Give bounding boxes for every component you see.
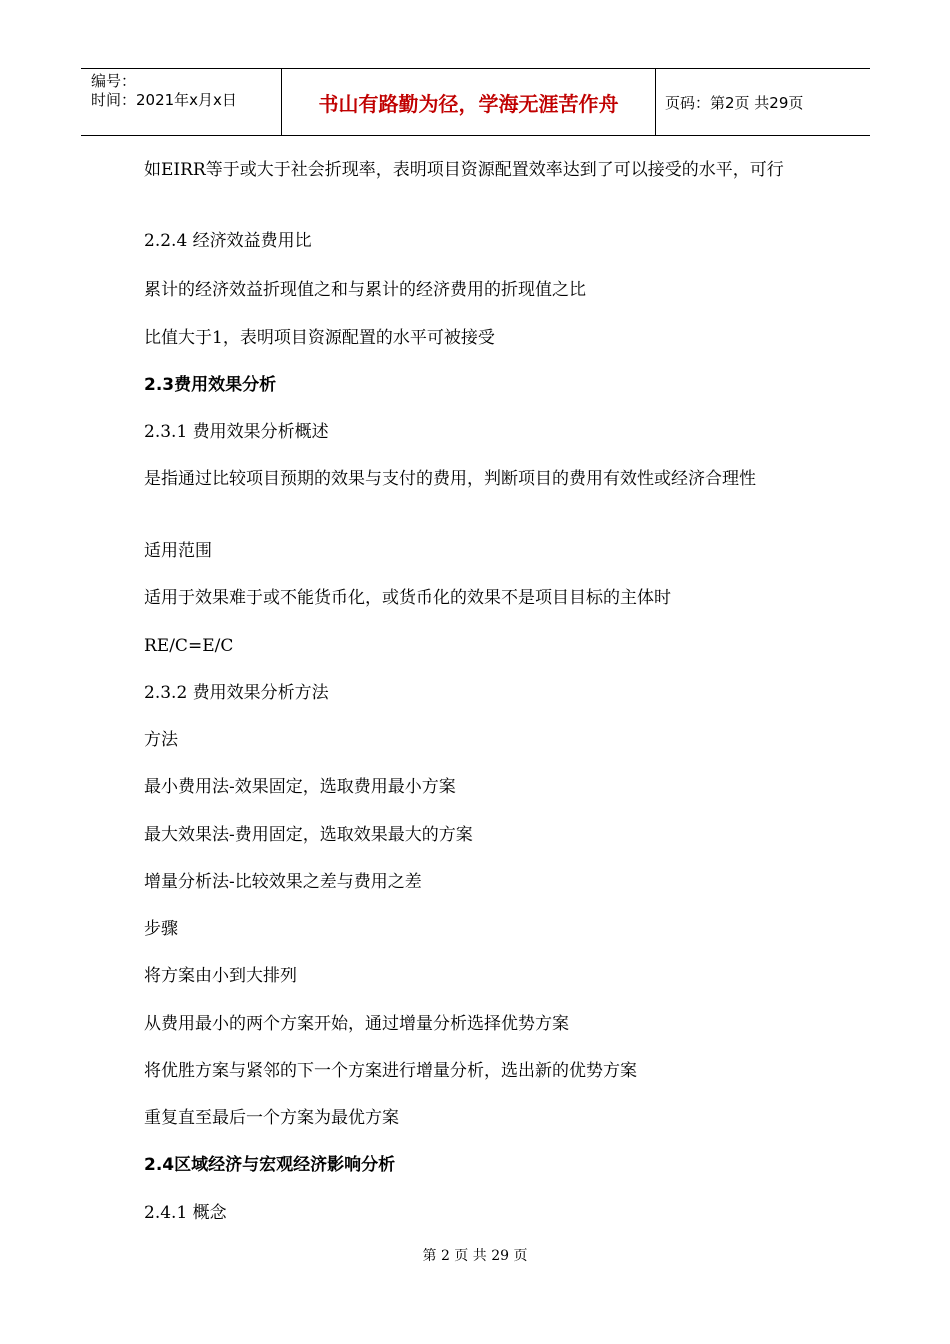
page-header [81, 68, 870, 136]
formula: RE/C=E/C [144, 636, 234, 656]
section-heading: 2.3.1 费用效果分析概述 [144, 422, 329, 442]
header-motto: 书山有路勤为径，学海无涯苦作舟 [318, 92, 619, 116]
section-heading: 2.4.1 概念 [144, 1203, 227, 1223]
page-footer: 第 2 页 共 29 页 [422, 1248, 528, 1264]
paragraph: 将优胜方案与紧邻的下一个方案进行增量分析，选出新的优势方案 [144, 1061, 637, 1081]
paragraph: 从费用最小的两个方案开始，通过增量分析选择优势方案 [144, 1014, 569, 1034]
section-heading: 2.3.2 费用效果分析方法 [144, 683, 329, 703]
paragraph: 如EIRR等于或大于社会折现率，表明项目资源配置效率达到了可以接受的水平，可行 [144, 160, 784, 180]
header-motto-cell [282, 69, 656, 135]
section-heading-bold: 2.4区域经济与宏观经济影响分析 [144, 1155, 396, 1175]
paragraph: 适用于效果难于或不能货币化，或货币化的效果不是项目目标的主体时 [144, 588, 671, 608]
paragraph: 比值大于1，表明项目资源配置的水平可被接受 [144, 328, 495, 348]
paragraph: 适用范围 [144, 541, 212, 561]
header-page-cell [656, 69, 870, 135]
header-page-code: 页码：第2页 共29页 [665, 94, 804, 112]
paragraph: 方法 [144, 730, 178, 750]
document-time-label: 时间：2021年x月x日 [91, 91, 237, 109]
section-heading: 2.2.4 经济效益费用比 [144, 231, 312, 251]
paragraph: 步骤 [144, 919, 178, 939]
paragraph: 最小费用法-效果固定，选取费用最小方案 [144, 777, 456, 797]
paragraph: 增量分析法-比较效果之差与费用之差 [144, 872, 422, 892]
paragraph: 累计的经济效益折现值之和与累计的经济费用的折现值之比 [144, 280, 586, 300]
document-number-label: 编号： [91, 72, 137, 90]
paragraph: 最大效果法-费用固定，选取效果最大的方案 [144, 825, 473, 845]
section-heading-bold: 2.3费用效果分析 [144, 375, 277, 395]
paragraph: 重复直至最后一个方案为最优方案 [144, 1108, 399, 1128]
paragraph: 将方案由小到大排列 [144, 966, 297, 986]
paragraph: 是指通过比较项目预期的效果与支付的费用，判断项目的费用有效性或经济合理性 [144, 469, 756, 489]
header-info-cell [81, 69, 282, 135]
